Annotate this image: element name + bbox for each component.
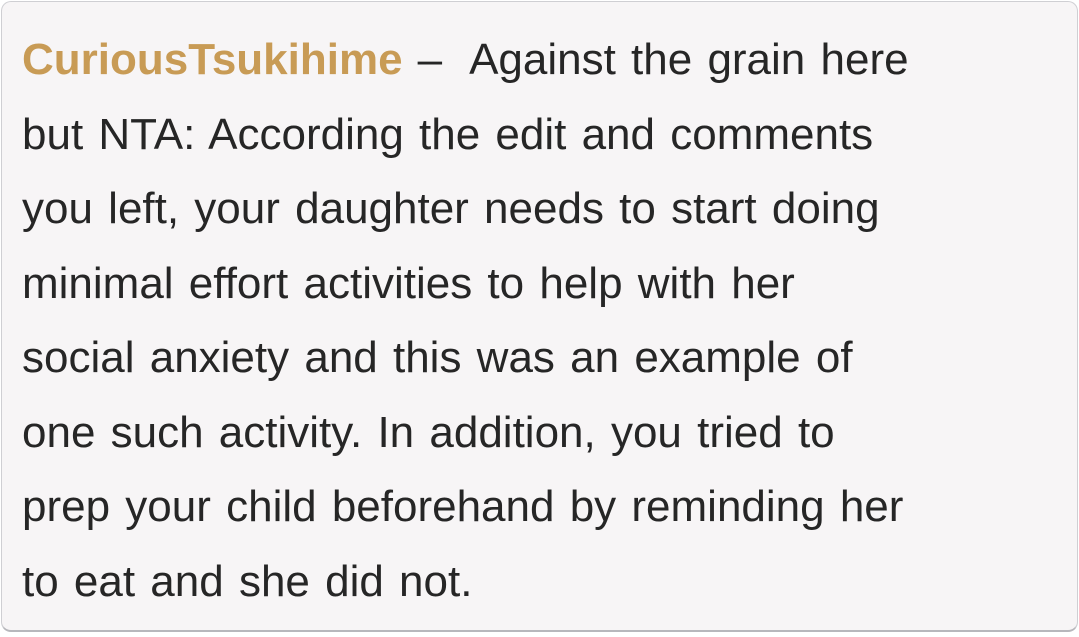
comment-line-1 (22, 23, 1059, 98)
comment-line-3: you left, your daughter needs to start doing (22, 184, 880, 233)
username-link[interactable]: CuriousTsukihime (22, 35, 403, 84)
comment-line-8: to eat and she did not. (22, 556, 473, 606)
comment-text-line: Against the grain here (469, 35, 909, 84)
comment-line-6: one such activity. In addition, you tried to (22, 407, 835, 457)
comment-line-4: minimal effort activities to help with her (22, 258, 795, 308)
comment-card (1, 1, 1078, 632)
separator-dash: – (417, 35, 443, 84)
comment-line-7: prep your child beforehand by reminding her (22, 482, 904, 531)
comment-line-2: but NTA: According the edit and comments (22, 109, 874, 159)
comment-line-5: social anxiety and this was an example of (22, 333, 853, 382)
